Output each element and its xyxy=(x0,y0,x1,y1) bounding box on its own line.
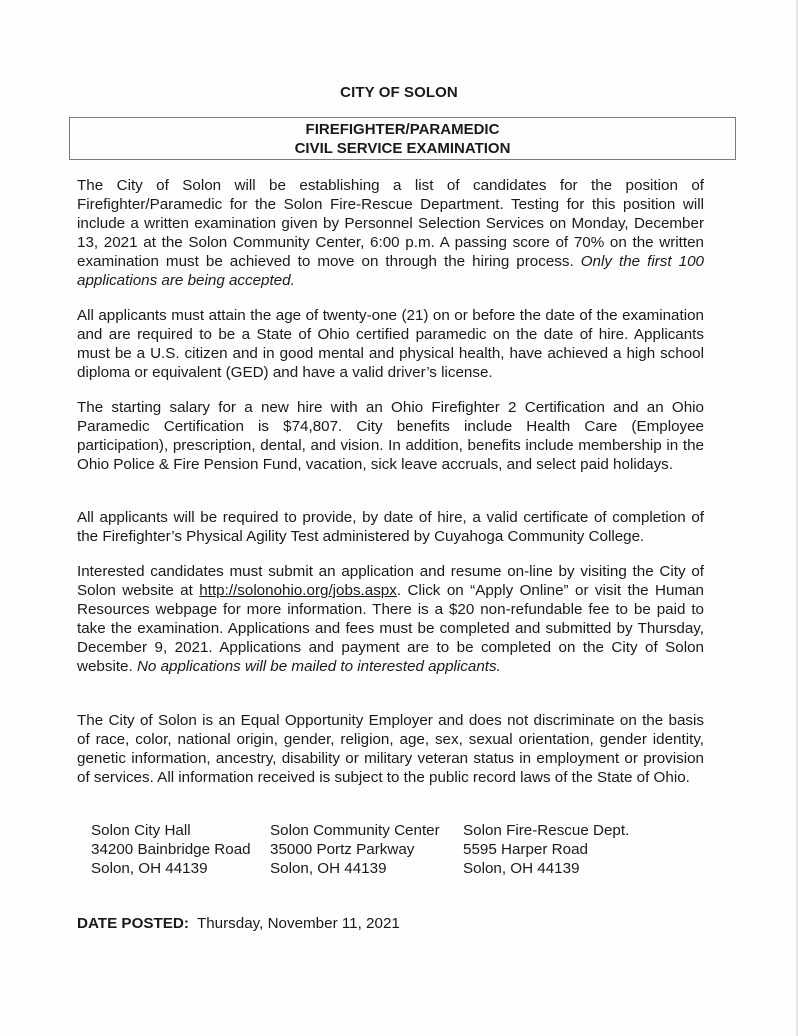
apply-text-before-link: Interested candidates must submit an application and resume on-line by visiting the City of Solon website at xyxy=(77,563,704,599)
apply-text-after-link: . Click on “Apply Online” or visit the Human Resources webpage for more information. There is a $20 non-refundable fee to be paid to take the examination. Applications and fees must be completed and submitted by Thursday, December 9, 2021. Applications and payment are to be completed on the City of Solon website. xyxy=(77,581,704,675)
date-posted-label: DATE POSTED: xyxy=(77,915,189,932)
paragraph-intro xyxy=(77,177,704,290)
paragraph-requirements: All applicants must attain the age of twenty-one (21) on or before the date of the examination and are required to be a State of Ohio certified paramedic on the date of hire. Applicants must be a U.S. citizen and in good mental and physical health, have achieved a high school diploma or equivalent (GED) and have a valid driver’s license. xyxy=(77,307,704,381)
address-fire-rescue xyxy=(463,822,629,879)
date-posted-value: Thursday, November 11, 2021 xyxy=(196,915,400,932)
address-community-center xyxy=(270,822,440,879)
jobs-website-link[interactable]: http://solonohio.org/jobs.aspx xyxy=(199,581,397,599)
address-street: 35000 Portz Parkway xyxy=(270,840,415,858)
address-street: 34200 Bainbridge Road xyxy=(91,840,251,858)
address-city: Solon, OH 44139 xyxy=(91,859,208,877)
address-city: Solon, OH 44139 xyxy=(270,859,387,877)
position-title-line1: FIREFIGHTER/PARAMEDIC xyxy=(305,121,500,138)
position-title-box xyxy=(69,117,736,160)
paragraph-salary-benefits: The starting salary for a new hire with an Ohio Firefighter 2 Certification and an Ohio Paramedic Certification is $74,807. City benefits include Health Care (Employee participation), prescription, dental, and vision. In addition, benefits include membership in the Ohio Police & Fire Pension Fund, vacation, sick leave accruals, and select paid holidays. xyxy=(77,399,704,473)
address-name: Solon Fire-Rescue Dept. xyxy=(463,822,630,839)
date-posted xyxy=(77,915,400,932)
address-city-hall xyxy=(91,822,251,879)
paragraph-equal-opportunity: The City of Solon is an Equal Opportunity Employer and does not discriminate on the basis of race, color, national origin, gender, religion, age, sex, sexual orientation, gender identity, genetic information, ancestry, disability or military veteran status in employment or provision of services. All information received is subject to the public record laws of the State of Ohio. xyxy=(77,712,704,786)
address-name: Solon City Hall xyxy=(91,822,191,839)
paragraph-agility-test: All applicants will be required to provide, by date of hire, a valid certificate of completion of the Firefighter’s Physical Agility Test administered by Cuyahoga Community College. xyxy=(77,509,704,545)
position-title-line2: CIVIL SERVICE EXAMINATION xyxy=(294,140,511,157)
paragraph-how-to-apply xyxy=(77,563,704,676)
intro-italic-note: Only the first 100 applications are being accepted. xyxy=(77,252,704,289)
address-street: 5595 Harper Road xyxy=(463,840,588,858)
city-title: CITY OF SOLON xyxy=(340,84,458,101)
intro-text: The City of Solon will be establishing a list of candidates for the position of Firefighter/Paramedic for the Solon Fire-Rescue Department. Testing for this position will include a written examination given by Personnel Selection Services on Monday, December 13, 2021 at the Solon Community Center, 6:00 p.m. A passing score of 70% on the written examination must be achieved to move on through the hiring process. xyxy=(77,177,704,270)
address-city: Solon, OH 44139 xyxy=(463,859,580,877)
address-name: Solon Community Center xyxy=(270,822,440,839)
apply-italic-note: No applications will be mailed to interested applicants. xyxy=(136,657,501,675)
